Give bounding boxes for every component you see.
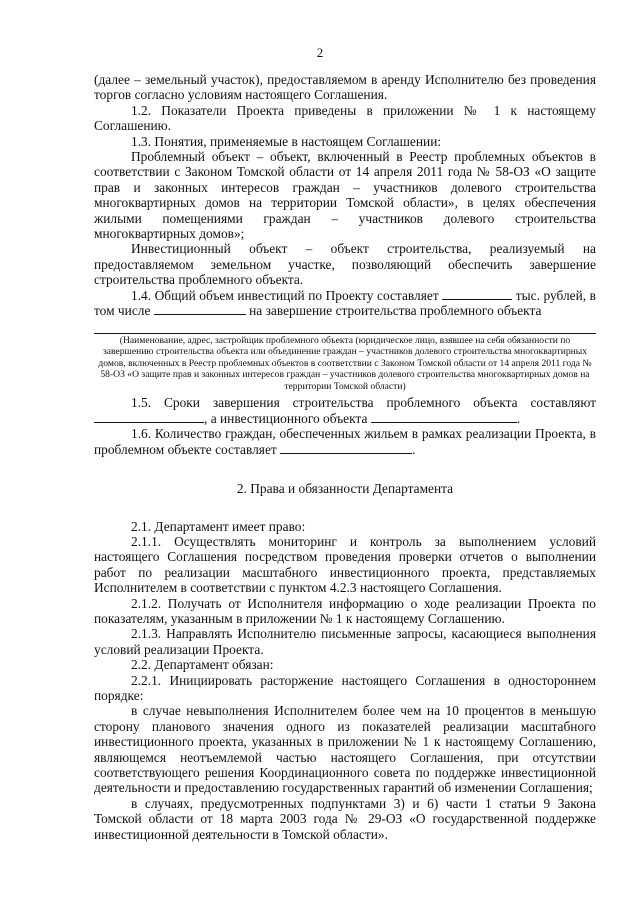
page-number: 2 bbox=[316, 45, 324, 60]
termination-case-1: в случае невыполнения Исполнителем более чем на 10 процентов в меньшую сторону планового значения одного из показателей реализации масштабного инвестиционного проекта, указанных в приложении № 1 к настоящему Соглашению, являющемся неотъемлемой частью настоящего Соглашения, при отсутствии соответствующего решения Координационного совета по поддержке инвестиционной деятельности и предоставлению государственных гарантий об изменении Соглашения; bbox=[94, 703, 596, 796]
problem-deadline-blank bbox=[94, 411, 204, 423]
paragraph-2-1-2: 2.1.2. Получать от Исполнителя информацию о ходе реализации Проекта по показателям, указанным в приложении № 1 к настоящему Соглашению. bbox=[94, 595, 596, 626]
deadlines-start: 1.5. Сроки завершения строительства проблемного объекта составляют bbox=[131, 395, 596, 411]
investment-start: 1.4. Общий объем инвестиций по Проекту составляет bbox=[131, 287, 439, 303]
deadlines-middle: , а инвестиционного объекта bbox=[204, 410, 368, 426]
paragraph-1-2: 1.2. Показатели Проекта приведены в приложении № 1 к настоящему Соглашению. bbox=[94, 102, 596, 134]
investment-total-blank bbox=[442, 288, 512, 300]
investment-part-blank bbox=[154, 303, 246, 315]
paragraph-1-6: 1.6. Количество граждан, обеспеченных жильем в рамках реализации Проекта, в проблемном объекте составляет . bbox=[94, 426, 596, 457]
document-body bbox=[94, 72, 596, 842]
definition-investment-object: Инвестиционный объект – объект строительства, реализуемый на предоставляемом земельном участке, позволяющий обеспечить завершение строительства проблемного объекта. bbox=[94, 241, 596, 288]
paragraph-2-1-1: 2.1.1. Осуществлять мониторинг и контроль за выполнением условий настоящего Соглашения посредством проведения проверки отчетов о выполнении работ по реализации масштабного инвестиционного проекта, представляемых Исполнителем в соответствии с пунктом 4.2.3 настоящего Соглашения. bbox=[94, 533, 596, 596]
object-name-line bbox=[94, 319, 596, 334]
termination-case-2: в случаях, предусмотренных подпунктами 3) и 6) части 1 статьи 9 Закона Томской области от 18 марта 2003 года № 29-ОЗ «О государственной поддержке инвестиционной деятельности в Томской области». bbox=[94, 795, 596, 842]
definition-problem-object: Проблемный объект – объект, включенный в Реестр проблемных объектов в соответствии с Законом Томской области от 14 апреля 2011 года № 58-ОЗ «О защите прав и законных интересов граждан – участников долевого строительства многоквартирных домов на территории Томской области», в целях обеспечения жилыми помещениями граждан – участников долевого строительства многоквартирных домов»; bbox=[94, 149, 596, 242]
investment-deadline-blank bbox=[371, 411, 517, 423]
investment-tail: на завершение строительства проблемного объекта bbox=[249, 303, 542, 319]
citizens-start: 1.6. Количество граждан, обеспеченных жильем в рамках реализации Проекта, в проблемном объекте составляет bbox=[94, 426, 596, 457]
paragraph-2-2: 2.2. Департамент обязан: bbox=[131, 657, 274, 673]
citizens-count-blank bbox=[280, 442, 412, 454]
object-name-note: (Наименование, адрес, застройщик проблемного объекта (юридическое лицо, взявшее на себя обязанности по завершению строительства объекта или объединение граждан – участников долевого строительства многоквартирных домов, включенных в Реестр проблемных объектов в соответствии с Законом Томской области от 14 апреля 2011 года № 58-ОЗ «О защите прав и законных интересов граждан – участников долевого строительства многоквартирных домов на территории Томской области) bbox=[98, 334, 592, 392]
section-heading: 2. Права и обязанности Департамента bbox=[236, 481, 454, 497]
paragraph-1-3: 1.3. Понятия, применяемые в настоящем Соглашении: bbox=[131, 133, 442, 149]
paragraph-2-2-1: 2.2.1. Инициировать расторжение настоящего Соглашения в одностороннем порядке: bbox=[94, 672, 596, 703]
investment-unit: тыс. рублей, в том числе bbox=[94, 287, 596, 319]
paragraph-1-5: 1.5. Сроки завершения строительства проблемного объекта составляют , а инвестиционного объекта . bbox=[94, 395, 596, 426]
paragraph-continuation: (далее – земельный участок), предоставляемом в аренду Исполнителю без проведения торгов согласно условиям настоящего Соглашения. bbox=[94, 72, 596, 103]
paragraph-2-1-3: 2.1.3. Направлять Исполнителю письменные запросы, касающиеся выполнения условий реализации Проекта. bbox=[94, 626, 596, 657]
paragraph-1-4 bbox=[94, 288, 596, 319]
paragraph-2-1: 2.1. Департамент имеет право: bbox=[131, 518, 306, 534]
